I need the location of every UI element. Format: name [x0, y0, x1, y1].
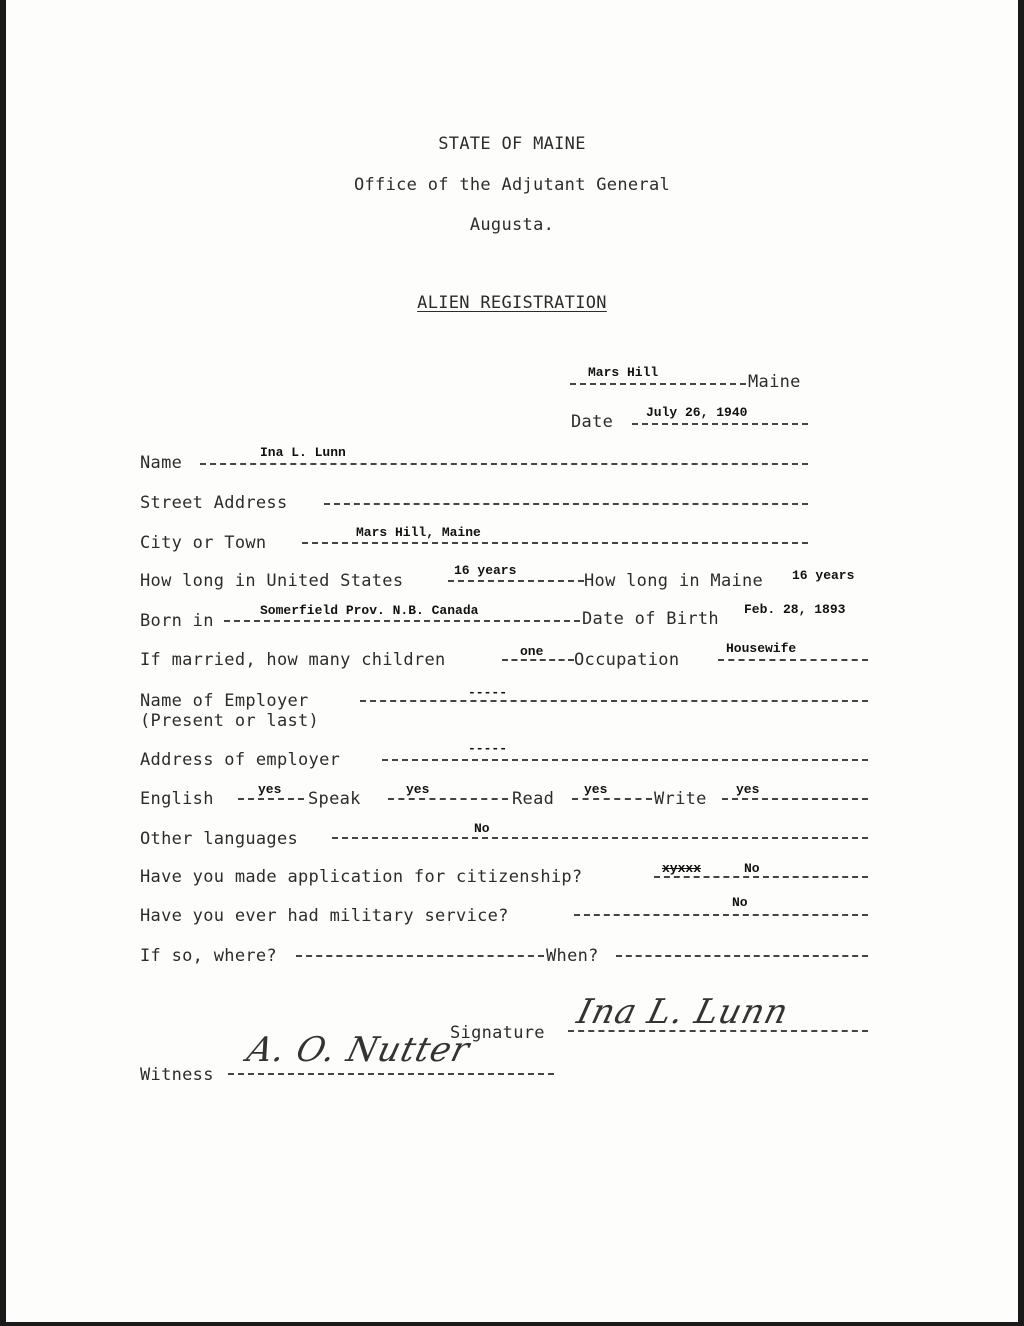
write-value: yes: [736, 782, 760, 797]
city-line: [302, 542, 808, 544]
street-line: [324, 503, 808, 505]
dob-label: Date of Birth: [582, 609, 719, 629]
write-label: Write: [654, 789, 707, 809]
where-label: If so, where?: [140, 946, 277, 966]
english-line: [238, 798, 304, 800]
employer-address-value: -----: [468, 741, 508, 756]
header-city: Augusta.: [469, 215, 555, 235]
employer-value: -----: [468, 685, 508, 700]
us-label: How long in United States: [140, 571, 404, 591]
name-line: [200, 463, 808, 465]
state-label: Maine: [748, 372, 801, 392]
us-line: [448, 580, 584, 582]
married-value: one: [520, 644, 544, 659]
witness-label: Witness: [140, 1065, 214, 1085]
citizenship-line: [654, 876, 868, 878]
other-lang-label: Other languages: [140, 829, 299, 849]
military-line: [574, 914, 868, 916]
town-value: Mars Hill: [588, 365, 659, 380]
when-label: When?: [546, 946, 599, 966]
english-label: English: [140, 789, 214, 809]
street-label: Street Address: [140, 493, 288, 513]
city-label: City or Town: [140, 533, 267, 553]
header-office: Office of the Adjutant General: [353, 175, 671, 195]
witness-line: [228, 1073, 554, 1075]
witness-handwriting: A. O. Nutter: [243, 1030, 475, 1070]
married-label: If married, how many children: [140, 650, 446, 670]
other-lang-value: No: [474, 821, 490, 836]
maine-label: How long in Maine: [584, 571, 764, 591]
read-value: yes: [584, 782, 608, 797]
citizenship-struck: xyxxx: [662, 861, 702, 876]
signature-label: Signature: [450, 1023, 545, 1043]
where-line: [296, 955, 544, 957]
maine-value: 16 years: [792, 568, 855, 583]
town-line: [570, 383, 746, 385]
speak-line: [388, 798, 508, 800]
date-label: Date: [571, 412, 614, 432]
occupation-label: Occupation: [574, 650, 680, 670]
date-line: [632, 423, 808, 425]
military-label: Have you ever had military service?: [140, 906, 509, 926]
name-label: Name: [140, 453, 183, 473]
us-value: 16 years: [454, 563, 517, 578]
employer-label: Name of Employer: [140, 691, 309, 711]
occupation-line: [718, 659, 868, 661]
born-value: Somerfield Prov. N.B. Canada: [260, 603, 479, 618]
employer-sub: (Present or last): [140, 711, 320, 731]
write-line: [722, 798, 868, 800]
form-page: [6, 0, 1018, 1322]
speak-label: Speak: [308, 789, 361, 809]
city-value: Mars Hill, Maine: [356, 525, 481, 540]
form-title: ALIEN REGISTRATION: [417, 293, 607, 313]
born-line: [224, 620, 580, 622]
read-line: [572, 798, 652, 800]
date-value: July 26, 1940: [646, 405, 748, 420]
header-state: STATE OF MAINE: [438, 134, 586, 154]
name-value: Ina L. Lunn: [260, 445, 346, 460]
employer-address-label: Address of employer: [140, 750, 341, 770]
born-label: Born in: [140, 611, 214, 631]
married-line: [502, 659, 574, 661]
signature-handwriting: Ina L. Lunn: [573, 992, 793, 1032]
occupation-value: Housewife: [726, 641, 797, 656]
military-value: No: [732, 895, 748, 910]
dob-value: Feb. 28, 1893: [744, 602, 846, 617]
employer-address-line: [382, 759, 868, 761]
employer-line: [360, 700, 868, 702]
english-value: yes: [258, 782, 282, 797]
when-line: [616, 955, 868, 957]
other-lang-line: [332, 837, 868, 839]
speak-value: yes: [406, 782, 430, 797]
citizenship-label: Have you made application for citizenship?: [140, 867, 583, 887]
read-label: Read: [512, 789, 555, 809]
citizenship-value: No: [744, 861, 760, 876]
